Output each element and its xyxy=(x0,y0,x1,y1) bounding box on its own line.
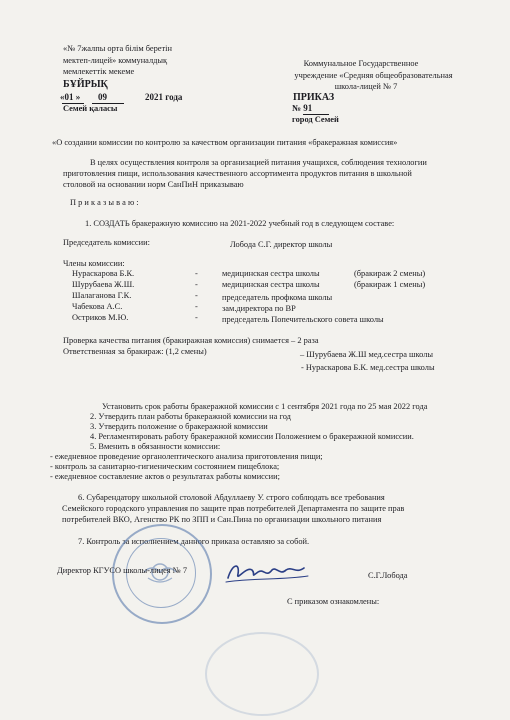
duty-2: - контроль за санитарно-гигиеническим состоянием пищеблока; xyxy=(50,462,280,471)
header-right-doctype: ПРИКАЗ xyxy=(293,92,335,103)
header-right-line3: школа-лицей № 7 xyxy=(334,82,398,91)
header-left-date-year: 2021 года xyxy=(145,92,183,102)
item-2: 2. Утвердить план работы бракеражной комиссии на год xyxy=(90,412,291,421)
header-left-city: Семей қаласы xyxy=(63,104,118,113)
member-role: зам.директора по ВР xyxy=(222,304,296,313)
member-dash: - xyxy=(195,269,198,278)
duty-3: - ежедневное составление актов о результатах работы комиссии; xyxy=(50,472,280,481)
duty-1: - ежедневное проведение органолептического анализа приготовления пищи; xyxy=(50,452,323,461)
member-role: медицинская сестра школы xyxy=(222,269,320,278)
item-3: 3. Утвердить положение о бракеражной комиссии xyxy=(90,422,268,431)
member-name: Остриков М.Ю. xyxy=(72,313,129,322)
document-title: «О создании комиссии по контролю за качеством организации питания «бракеражная комиссия» xyxy=(52,138,398,147)
member-dash: - xyxy=(195,302,198,311)
member-dash: - xyxy=(195,291,198,300)
header-right-number: № 91 xyxy=(292,103,313,113)
header-left-doctype: БҰЙРЫҚ xyxy=(63,79,108,90)
header-right-city: город Семей xyxy=(292,115,339,124)
item-6-line1: 6. Субарендатору школьной столовой Абдуллаеву У. строго соблюдать все требования xyxy=(78,493,385,502)
member-role: председатель Попечительского совета школы xyxy=(222,315,384,324)
preamble-line3: столовой на основании норм СанПиН приказываю xyxy=(63,180,244,189)
item-6-line3: потребителей ВКО, Агенство РК по ЗПП и Сан.Пина по организации школьного питания xyxy=(62,515,382,524)
member-role: председатель профкома школы xyxy=(222,293,333,302)
preamble-line1: В целях осуществления контроля за организацией питания учащихся, соблюдения технологии xyxy=(90,158,427,167)
members-label: Члены комиссии: xyxy=(63,259,125,268)
header-left-line1: «№ 7жалпы орта білім беретін xyxy=(63,44,172,53)
faint-seal-icon xyxy=(205,632,319,716)
header-left-line3: мемлекеттік мекеме xyxy=(63,67,135,76)
handwritten-signature xyxy=(222,556,312,586)
header-right-line1: Коммунальное Государственное xyxy=(303,59,419,68)
member-note: (бракираж 1 смены) xyxy=(354,280,426,289)
member-name: Нураскарова Б.К. xyxy=(72,269,135,278)
acquainted-line: С приказом ознакомлены: xyxy=(287,597,380,606)
responsible-2: - Нураскарова Б.К. мед.сестра школы xyxy=(301,363,435,372)
member-note: (бракираж 2 смены) xyxy=(354,269,426,278)
chair-value: Лобода С.Г. директор школы xyxy=(230,240,333,249)
responsible-1: – Шурубаева Ж.Ш мед.сестра школы xyxy=(300,350,434,359)
header-left-line2: мектеп-лицей» коммуналдық xyxy=(63,56,168,65)
chair-label: Председатель комиссии: xyxy=(63,238,150,247)
item-7: 7. Контроль за исполнением данного приказа оставляю за собой. xyxy=(78,537,310,546)
header-left-date-month: 09 xyxy=(98,92,107,102)
member-role: медицинская сестра школы xyxy=(222,280,320,289)
member-name: Шурубаева Ж.Ш. xyxy=(72,280,135,289)
director-label: Директор КГУСО школы-лицея № 7 xyxy=(57,566,188,575)
member-dash: - xyxy=(195,313,198,322)
establish-line: Установить срок работы бракеражной комиссии с 1 сентября 2021 года по 25 мая 2022 года xyxy=(102,402,428,411)
header-left-date-day: «01 » xyxy=(60,92,81,102)
item-6-line2: Семейского городского управления по защите прав потребителей Департамента по защите прав xyxy=(62,504,405,513)
member-name: Чабекова А.С. xyxy=(72,302,123,311)
director-name: С.Г.Лобода xyxy=(368,571,408,580)
item-4: 4. Регламентировать работу бракеражной комиссии Положением о бракеражной комиссии. xyxy=(90,432,414,441)
member-dash: - xyxy=(195,280,198,289)
check-line: Проверка качества питания (бракиражная комиссия) снимается – 2 раза xyxy=(63,336,319,345)
order-word: П р и к а з ы в а ю : xyxy=(70,198,139,207)
item-5: 5. Вменить в обязанности комиссии: xyxy=(90,442,221,451)
header-right-line2: учреждение «Средняя общеобразовательная xyxy=(294,71,453,80)
preamble-line2: приготовления пищи, использования качественного ассортимента продуктов питания в школьной xyxy=(63,169,412,178)
item-1: 1. СОЗДАТЬ бракеражную комиссию на 2021-2022 учебный год в следующем составе: xyxy=(85,219,395,228)
member-name: Шалаганова Г.К. xyxy=(72,291,132,300)
responsible-label: Ответственная за бракираж: (1,2 смены) xyxy=(63,347,207,356)
